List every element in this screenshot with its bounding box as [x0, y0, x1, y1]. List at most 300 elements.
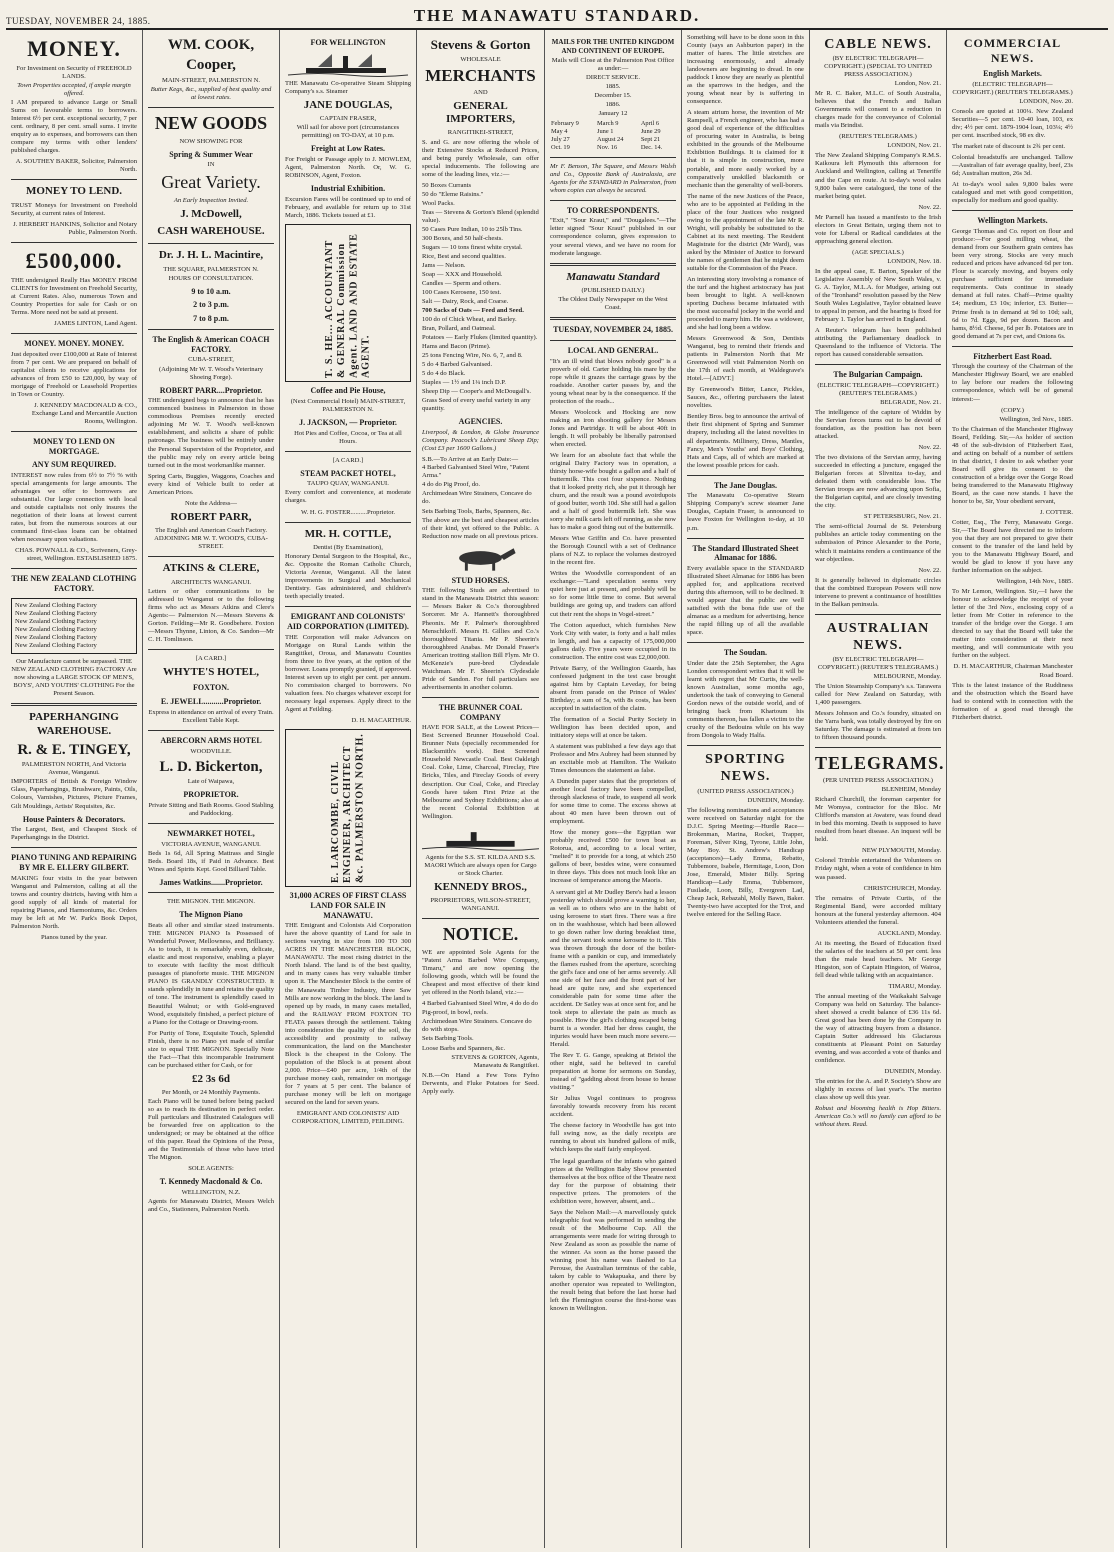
fitzherbert-letter: Cotter, Esq., The Ferry, Manawatu Gorge. Sir,—The Board have directed me to inform you that they are not prepared to give their consent to the transfer of the land held by you to the Manawatu Highway Board, and would be glad to know if you have any further information on the subject.	[952, 518, 1073, 575]
correspondents-title: TO CORRESPONDENTS.	[566, 205, 660, 215]
wellington-freight: Freight at Low Rates.	[310, 144, 386, 154]
tingey-title: R. & E. TINGEY,	[17, 742, 131, 759]
mail-dates1: December 15.	[594, 92, 632, 100]
list-item: Candles — Sperm and others.	[422, 280, 501, 287]
local-p: Sir Julius Vogel continues to progress favorably towards recovery from his recent accident.	[550, 1095, 676, 1119]
list-item: 50 do "Eleme Raisins."	[422, 190, 484, 198]
money3-title: MONEY. MONEY. MONEY.	[24, 338, 124, 348]
nz-row: New Zealand Clothing Factory	[15, 609, 97, 617]
list-item: 25 tons Fencing Wire, No. 6, 7, and 8.	[422, 352, 523, 360]
goods-title: NEW GOODS	[154, 112, 268, 133]
accountant-ad	[285, 224, 411, 382]
fitzherbert-place: Wellington, 3rd Nov., 1885.	[999, 415, 1073, 423]
accountant-ad-text: T. S. HE... ACCOUNTANT & GENERAL Commission Agent. LAND AND ESTATE AGENT.	[323, 233, 372, 378]
list-item: Salt — Dairy, Rock, and Coarse.	[422, 298, 509, 306]
agents-note: Agents for Manawatu District, Messrs Welch and Co., Stationers, Palmerston North.	[148, 1198, 274, 1214]
fitzherbert-title: Fitzherbert East Road.	[973, 351, 1052, 361]
newmarket-prop: James Watkins.......Proprietor.	[159, 877, 263, 887]
tingey-tail: The Largest, Best, and Cheapest Stock of Paperhangings in the District.	[11, 826, 137, 842]
list-item: Sets Barbing Tools.	[422, 1035, 474, 1043]
fitzherbert-letter: To the Chairman of the Manchester Highway Board, Feilding. Sir,—As holder of section 48 of the sub-division of Fitzherbert East, and acting on behalf of a number of settlers in that district, I desire to ask whether your Board will give its consent to the construction of a bridge over the Gorge Road being transferred to the Manawatu Highway Board, as the case now stands. I have the honor to be, Sir, Your obedient servant,	[952, 425, 1073, 505]
standard-date: TUESDAY, NOVEMBER 24, 1885.	[553, 325, 673, 335]
coach-prop: ROBERT PARR....Proprietor.	[159, 385, 263, 395]
table-row: February 9 March 9 April 6	[551, 120, 660, 128]
steam-prop: W. H. G. FOSTER..........Proprietor.	[300, 508, 396, 516]
list-item: Soap — XXX and Household.	[422, 270, 503, 278]
steam-card: [A CARD.]	[332, 456, 364, 464]
australian-sub: (BY ELECTRIC TELEGRAPH—COPYRIGHT.) (REUTER'S TELEGRAMS.)	[817, 655, 939, 671]
aber-late: Late of Waipawa,	[187, 777, 235, 785]
emigrant-sign: D. H. MACARTHUR.	[351, 716, 411, 724]
correspondents-body: "Exit," "Sour Kraut," and "Dougalees."—The letter signed "Sour Kraut" published in our correspondence column, gives expression to your several views, and we have no room for moderate language.	[550, 217, 676, 257]
masthead	[6, 6, 1108, 30]
nz-clothing-mid: Our Manufacture cannot be surpassed. THE NEW ZEALAND CLOTHING FACTORY Are now showing a LARGE STOCK OF MEN'S, BOYS', AND YOUTHS' CLOTHING For the Present Season.	[11, 658, 137, 698]
cable-place: Nov. 22.	[918, 203, 941, 211]
mignon-head: The Mignon Piano	[179, 910, 243, 920]
news-p: Messrs Greenwood & Son, Dentists Wanganui, beg to remind their friends and patients in Palmerston North that Mr Greenwood will visit Palmerston North on the 17th of each month, at Waldegrave's Hotel.—[ADVT.]	[687, 335, 804, 383]
mignon-term: Per Month, or 24 Monthly Payments.	[161, 1089, 261, 1097]
whyte-prop: E. JEWELL..........Proprietor.	[160, 697, 262, 707]
wellington-markets-body: George Thomas and Co. report on flour and produce:—For good milling wheat, the demand from our Southern grain centres has been very strong. Stocks are very much reduced and prices have advanced 6d per ton. Flour is scarcely moving, and buyers only purchase sufficient for immediate requirements. Oats continue in steady demand at full rates. Chaff—Prime quality £4; medium, £3 10s; inferior, £3. Butter—Prime fresh is in demand at 9d to 10d; salt, 6d to 7d. Eggs, 9d per dozen. Bacon and hams, 8½d. Cheese, 6d per lb. Potatoes are in good demand at 7s per cwt, and Onions 6s.	[952, 228, 1073, 340]
doctor-hours-title: HOURS OF CONSULTATION.	[168, 274, 254, 282]
sporting-title: SPORTING NEWS.	[705, 752, 786, 785]
bulgarian-p: The semi-official Journal de St. Petersburg publishes an article today commenting on the submission of Prince Alexander to the Porte, which it maintains renders a continuance of the war objectless.	[815, 523, 941, 563]
news-p: Bentley Bros. beg to announce the arrival of their first shipment of Spring and Summer drapery, including all the latest novelties in all departments. Millinery, Dress, Mantles, Fancy, Men's Youths' and Boys' Clothing, Hats and Caps, all of which are marked at the lowest possible prices for cash.	[687, 413, 804, 469]
local-p: Writes the Woodville correspondent of an exchange:—"Land speculation seems very quiet here just at present, and probably will be so for some little time to come. But several buildings are going up, and traders can afford cut their rent the shops in Vogel-street."	[550, 570, 676, 618]
wellington-sail: Will sail for above port (circumstances permitting) on TO-DAY, at 10 p.m.	[296, 124, 400, 140]
cable-p: A Reuter's telegram has been published attributing the Parliamentary deadlock in Queensland to the influence of Victoria. The report has caused considerable sensation.	[815, 327, 941, 359]
tingey-sub: PALMERSTON NORTH, And Victoria Avenue, Wanganui.	[21, 761, 127, 777]
local-p: Messrs Woolcock and Hocking are now making an iron shooting gallery for Messrs Jones and Partridge. It will be about 40ft in length. It will probably be liberally patronised when erected.	[550, 408, 676, 448]
cable-p: The New Zealand Shipping Company's R.M.S. Kaikoura left Plymouth this afternoon for Auckland and Wellington, calling at Teneriffe and the Cape en route. At to-day's wool sales 9,800 bales were catalogued, the tone of the market being quiet.	[815, 152, 941, 200]
list-item: 4 do do Pig Proof, do.	[422, 481, 481, 489]
notice-body: WE are appointed Sole Agents for the "Patent Arma Barbed Wire Company, Timaru," and are now opening the following goods, which will be found the Cheapest and most effective of their kind yet offered in the North Island, viz.:—	[422, 949, 539, 997]
local-p: A servant girl at Mr Dudley Bere's had a lesson yesterday which should prove a warning to her, as well as to others who are in the habit of using kerosene to start fires. There was a fire on in the washhouse, which had been allowed to go down rather low during breakfast time, and the servant took some kerosene to it. This was thrown through the door of the boiler-frame with a panikin or cup, and immediately the flames rushed from the aperture, scorching the girl's face and one of her arms severely. All one side of her face and the front part of her head are quite raw, and she experienced considerable pain for some time after the accident. Dr Satley was at once sent for, and he took steps to alleviate the pain as much as possible. How the girl's clothing escaped being burnt is a wonder. Had her dress caught, the injuries would have been much more severe.—Herald.	[550, 888, 676, 1049]
whyte-card: [A CARD.]	[195, 654, 227, 662]
newmarket-addr: VICTORIA AVENUE, WANGANUI.	[161, 840, 261, 848]
steam-body: Every comfort and convenience, at moderate charges.	[285, 489, 411, 505]
lend-ad-title: MONEY TO LEND.	[25, 185, 123, 198]
nz-row: New Zealand Clothing Factory	[15, 617, 97, 625]
sum-body: INTEREST now rules from 6½ to 7½ % with special arrangements for large amounts. The advantages we offer to borrowers are substantial. Our large connection with local and outside capitalists not only insures the negotiation of their loans at lowest current rates, but from the numerous sources at our command first-class loans can be obtained when necessary upon valuations.	[11, 472, 137, 544]
notice-title: NOTICE.	[442, 924, 519, 945]
goods-variety: Great Variety.	[161, 172, 261, 193]
emigrant-body: THE Corporation will make Advances on Mortgage on Rural Lands within the Rangitikei, Oroua, and Manawatu Counties from three to five years, at the option of the borrower. Loans promptly granted, if approved. Interest seven up to eight per cent. per annum. No commission charged to borrowers. No valuation fees. No charges whatever except for necessary legal expenses. Apply direct to the Agent at Feilding.	[285, 633, 411, 713]
doctor-name: Dr. J. H. L. Macintire,	[158, 249, 264, 262]
industrial-title: Industrial Exhibition.	[310, 184, 386, 194]
goods-sub: NOW SHOWING FOR	[179, 137, 243, 145]
telegrams-p: Colonel Trimble entertained the Volunteers on Friday night, when a vote of confidence in him was passed.	[815, 857, 941, 881]
stud-body: THE following Studs are advertised to stand in the Manawatu District this season:— Messrs Baker & Co.'s thoroughbred Sorcerer. Mr A. Hannett's thoroughbred Pheonix. Mr F. Palmer's thoroughbred Menschikoff. Messrs H. Gillies and Co.'s thoroughbred Titania. Mr P. Sheerin's thoroughbred Anabas. Mr Donald Fraser's American trotting stallion Bill Flym. Mr O. McKenzie's pure-bred Clydesdale Watchman. Mr F. Sheerin's Clydesdale Pride of Sandon. For full particulars see advertisements in another column.	[422, 587, 539, 691]
bulgarian-p: The two divisions of the Servian army, having succeeded in effecting a juncture, engaged the Bulgarian forces at Slivnitza to-day, and defeated them with considerable loss. The Servian troops are now advancing upon Sofia, the Bulgarian capital, and are closely investing the city.	[815, 454, 941, 510]
almanac-title: The Standard Illustrated Sheet Almanac for 1886.	[692, 543, 799, 563]
telegrams-place: AUCKLAND, Monday.	[877, 929, 941, 937]
masthead-date: TUESDAY, NOVEMBER 24, 1885.	[6, 16, 151, 26]
big-sum-title: £500,000.	[25, 247, 123, 273]
soudan-body: Under date the 25th September, the Agra London correspondent writes that it will be learnt with regret that Mr Curtis, the well-known Australian, some months ago, undertook the task of conveying to General Gordon news of the outside world, and of bringing back from Khartoum his comments thereon, has fallen a victim to the cruelty of the Bedouins while on his way from Dongola to Wady Halfa.	[687, 660, 804, 740]
fitzherbert-sign: D. H. MACARTHUR, Chairman Manchester Road Board.	[953, 663, 1073, 679]
list-item: 700 Sacks of Oats — Feed and Seed.	[422, 307, 524, 315]
mignon-title: THE MIGNON. THE MIGNON.	[167, 898, 255, 906]
coffee-body: Hot Pies and Coffee, Cocoa, or Tea at all Hours.	[294, 429, 402, 445]
news-p: By Greenwood's Bitter, Lance, Pickles, Sauces, &c., offering purchasers the latest novelties.	[687, 386, 804, 410]
bulgarian-place: Nov. 22.	[918, 566, 941, 574]
money-ad-title: MONEY.	[27, 36, 121, 61]
goods-name: J. McDowell,	[180, 208, 242, 221]
column-3	[280, 30, 417, 1548]
doctor-hour: 7 to 8 p.m.	[193, 314, 229, 324]
sporting-body: The following nominations and acceptances were received on Saturday night for the D.J.C. Spring Meeting:—Hurdle Race—Brokenman, Marina, Rocket, Trapper, Foreman, Silver King, Tyrone, Little John, May Boy. St. Andrew's Handicap (acceptances)—Lady Emma, Rebatto, Tubbemore, Isabele, Hermitage, Loon, Don Jose, Emerald, Mister Billy. Spring Handicap—Lady Emma, Tubbemore, Fusilade, Loon, Billy, Evergreen Lad, Cheap Jack, Rebazahl, Molly Bawn, Baker. Twenty-two have accepted for the Trot, and twelve entered for the Selling Race.	[687, 806, 804, 918]
reuter-label: (REUTER'S TELEGRAMS.)	[839, 133, 917, 141]
mignon-tail: Each Piano will be tuned before being packed so as to reach its destination in perfect order. Full particulars and Illustrated Catalogues will be forwarded free on application to the undersigned; or may be obtained at the office of this paper. Read the Opinions of the Press, and the Testimonials of those who have tried The Mignon.	[148, 1098, 274, 1162]
list-item: Sheep Dip — Cooper's and McDougall's.	[422, 388, 531, 396]
steam-addr: TAUPO QUAY, WANGANUI.	[307, 480, 389, 488]
sg-and: AND	[473, 88, 488, 96]
acres-body: THE Emigrant and Colonists Aid Corporation have the above quantity of Land for sale in sections varying in size from 100 TO 300 ACRES IN THE MANCHESTER BLOCK, MANAWATU. The most rising district in the North Island. The land is of the best quality, and in many cases has very valuable timber upon it. The Manchester Block is the centre of the Manawatu Timber Industry, three Saw Mills are now working in the block. The land is opened up by roads, in many cases metalled, and the RAILWAY FROM FOXTON TO FEATA passes through the settlement. Taking into consideration the quality of the soil, the accessibility and proximity to railway communication, the land on the Manchester Block is the cheapest in the Colony. The population of the Block is at present about 2,000. Price—£40 per acre, 1/4th of the purchase money cash, remainder on mortgage for 7 years at 5 per cent. The balance of purchase money will be left on mortgage secured on the land for seven years.	[285, 922, 411, 1106]
local-p: "It's an ill wind that blows nobody good" is a proverb of old. Carter holding his mare by the rope while it grazes the carriage grass by the roadside. Another carter passes by, and the young wheat near by is the consequence. If the protection of the roads...	[550, 357, 676, 405]
commercial-sub: English Markets.	[983, 69, 1042, 79]
aber-name: L. D. Bickerton,	[159, 758, 263, 775]
list-item: Sugars — 10 tons finest white crystal.	[422, 243, 523, 251]
coach-tail: The English and American Coach Factory. ADJOINING MR W. T. WOOD'S, CUBA-STREET.	[154, 527, 268, 551]
standard-title: Manawatu Standard	[566, 270, 660, 283]
commercial-sub2: (ELECTRIC TELEGRAPH—COPYRIGHT.) (REUTER'S TELEGRAMS.)	[952, 81, 1073, 97]
mail-year2: 1886.	[605, 101, 621, 109]
sg-list	[422, 182, 539, 414]
australian-p: Messrs Johnson and Co.'s foundry, situated on the Yarra bank, was totally destroyed by fire on Saturday. The damage is estimated at from ten to fifteen thousand pounds.	[815, 710, 941, 742]
bulgarian-title: The Bulgarian Campaign.	[833, 370, 923, 380]
lend-ad-body: TRUST Moneys for Investment on Freehold Security, at current rates of Interest.	[11, 201, 137, 217]
list-item: Bran, Pollard, and Oatmeal.	[422, 325, 496, 333]
sporting-sub: (UNITED PRESS ASSOCIATION.)	[697, 787, 794, 795]
mignon-body: Beats all other and similar sized instruments. THE MIGNON PIANO Is Possessed of Wonderful Power, Mellowness, and Brilliancy. As to touch, it is remarkably even, delicate, elastic and most responsive, enabling a player to execute with facility the most difficult passages of pianoforte music. THE MIGNON PIANO IS GRANDLY CONSTRUCTED. It stands splendidly in tune and retains the quality of tone. The instrument is splendidly cased in Beautiful Walnut; or with Gold-engraved Wood, exquisitely finished, a perfect picture of a Piano for the Cottage or Drawing-room.	[148, 922, 274, 1026]
list-item: 100 do of Chick Wheat, and Barley.	[422, 316, 517, 324]
telegrams-tail: Robust and blooming health is Hop Bitters. American Co.'s will no family can afford to be without them. Read.	[815, 1105, 941, 1129]
mail-dates2: January 12	[598, 110, 628, 118]
money-ad-subtitle: For Investment on Security of FREEHOLD LANDS.	[16, 64, 132, 80]
atkins-title: ATKINS & CLERE,	[162, 562, 260, 575]
commercial-title: COMMERCIAL NEWS.	[963, 36, 1062, 65]
mail-body: Mails will Close at the Palmerston Post Office as under:—	[551, 57, 675, 73]
local-p: The legal guardians of the infants who gained prizes at the Wellington Baby Show presented themselves at the box office of the Theatre next day for the purpose of obtaining their respective prizes. The promoters of the exhibition were, however, absent, and...	[550, 1157, 676, 1205]
commercial-p: Consols are quoted at 100¼. New Zealand Securities—5 per cent. 10-40 loan, 103, ex div; 4½ per cent. 1879-1904 loan, 103¼; 4½ per cent. inscribed stock, 98 ex div.	[952, 108, 1073, 140]
nz-row: New Zealand Clothing Factory	[15, 601, 97, 609]
wellington-ship: JANE DOUGLAS,	[303, 98, 393, 111]
australian-p: The Union Steamship Company's s.s. Tarawera called for New Zealand on Saturday, with 1,400 passengers.	[815, 682, 941, 707]
almanac-body: Every available space in the STANDARD Illustrated Sheet Almanac for 1886 has been applied for, and applications received during this afternoon, will to be declined. It would appear that the public are well satisfied with the bona fide use of the almanac as a medium for advertising, hence the rapid filling up of all the available space.	[687, 565, 804, 637]
table-row: May 4 June 1 June 29	[551, 128, 661, 136]
goods-ware: CASH WAREHOUSE.	[157, 224, 265, 237]
ship-icon	[422, 824, 539, 852]
telegrams-place: DUNEDIN, Monday.	[884, 1068, 941, 1076]
sg-intro: S. and G. are now offering the whole of their Extensive Stocks at Reduced Prices, and being purely Wholesale, can offer special inducements. The following are some of the leading lines, viz.:—	[422, 138, 539, 178]
money-ad-body: I AM prepared to advance Large or Small Sums on favourable terms to borrowers. Interest 6½ per cent. exceptional security, 7 per cent. ordinary, 8 per cent. small sums. I invite enquiry as to expenses, and borrowers can then compare my terms with other lenders' published charges.	[11, 98, 137, 155]
agencies-arrive: S.B.—To Arrive at an Early Date:—	[422, 456, 519, 464]
commercial-place: LONDON, Nov. 20.	[1019, 98, 1073, 106]
larcombe-ad	[285, 729, 411, 887]
column-6	[682, 30, 810, 1548]
cottle-title: MR. H. COTTLE,	[304, 527, 392, 540]
list-item: Sets Barbing Tools, Barbs, Spanners, &c.	[422, 507, 532, 515]
emigrant-title: EMIGRANT AND COLONISTS' AID CORPORATION (LIMITED).	[287, 612, 409, 631]
fitzherbert-sign: J. COTTER.	[1039, 508, 1073, 516]
newmarket-title: NEWMARKET HOTEL,	[167, 828, 255, 838]
mail-via: DIRECT SERVICE.	[586, 74, 640, 82]
whyte-title: WHYTE'S HOTEL,	[163, 665, 259, 678]
sg-sub: WHOLESALE	[460, 55, 501, 63]
cable-place: London, Nov. 21.	[894, 80, 941, 88]
nz-clothing-box	[11, 598, 137, 654]
cable-place: LONDON, Nov. 18.	[887, 257, 941, 265]
commercial-p: The market rate of discount is 2¾ per cent.	[952, 143, 1066, 151]
wellington-ad-title: FOR WELLINGTON	[310, 38, 386, 47]
local-p: Messrs Wise Griffin and Co. have presented the Borough Council with a set of Ordinance plans of N.Z. to replace the volumes destroyed in the recent fire.	[550, 535, 676, 567]
nz-row: New Zealand Clothing Factory	[15, 634, 97, 642]
tingey-body: IMPORTERS of British & Foreign Window Glass, Paperhangings, Brushware, Paints, Oils, Colours, Varnishes, Pictures, Picture Frames, Gilt Mouldings, Artists' Requisites, &c.	[11, 778, 137, 810]
notice-nb: N.B.—On Hand a Few Tons Fyfno Derwents, and Fluke Potatoes for Seed. Apply early.	[422, 1071, 539, 1095]
atkins-sub: ARCHITECTS WANGANUI.	[170, 578, 252, 586]
cottle-sub: Dentist (By Examination),	[313, 543, 383, 551]
jane-title: The Jane Douglas.	[714, 480, 777, 490]
nz-clothing-title: THE NEW ZEALAND CLOTHING FACTORY.	[11, 574, 137, 594]
local-p: Private Barry, of the Wellington Guards, has confessed judgment in the test case brought against him by Captain Leveday, for being absent from parade on the Prince of Wales' Birthday; a sum of 5s, with 8s costs, has been accepted in satisfaction of the claim.	[550, 664, 676, 712]
column-2	[143, 30, 280, 1548]
goods-in: IN	[207, 161, 215, 169]
telegrams-p: The entries for the A. and P. Society's Show are slightly in excess of last year's. The merino class show up well this year.	[815, 1078, 941, 1102]
list-item: Staples — 1½ and 1¼ inch D.P.	[422, 379, 506, 387]
soudan-title: The Soudan.	[723, 648, 768, 658]
bulgarian-p: The intelligence of the capture of Widdin by the Servian forces turns out to be devoid of foundation, as the position has not been attacked.	[815, 409, 941, 441]
acres-agent: EMIGRANT AND COLONISTS' AID CORPORATION, LIMITED, FEILDING.	[292, 1109, 404, 1125]
piano-tail: Pianos tuned by the year.	[40, 934, 108, 942]
ship-icon	[285, 50, 411, 78]
list-item: 100 Cases Kerosene, 150 test.	[422, 289, 502, 297]
age-label: (AGE SPECIALS.)	[852, 248, 904, 256]
lend-ad-sign: J. HERBERT HANKINS, Solicitor and Notary Public, Palmerston North.	[13, 220, 137, 236]
coffee-title: Coffee and Pie House,	[310, 386, 386, 395]
local-p: We learn for an absolute fact that while the original Dairy Factory was in operation, a thirsty horse-wife bought a gallon and a half of buttermilk. This cost four sixpence. Nothing that it looked pretty rich, she put it through her churn, and the result was a pound avoirdupois of good butter, worth 10d. She still had a gallon and a half of good buttermilk left. She was sorry she milk carts left off running, as she now has to make a good thing out of the buttermilk.	[550, 451, 676, 532]
brunner-body: HAVE FOR SALE, at the Lowest Prices—Best Screened Brunner Household Coal. Brunner Nuts (specially recommended for Blacksmith's work). Best Screened Household Newcastle Coal. Best Oakleigh Coal. Coke, Lime, Charcoal, Fireclay, Fire Bricks, Tiles, and Fireclay Goods of every description. Our Coal, Coke, and Fireclay Goods have taken First Prize at the Melbourne and Sydney Exhibitions; also at the recent Colonial Exhibition at Wellington.	[422, 724, 539, 820]
coach-items: Spring Carts, Buggies, Waggons, Coaches and every kind of Vehicle built to order at American Prices.	[148, 472, 274, 496]
list-item: Grass Seed of every useful variety in any quantity.	[422, 397, 531, 413]
sporting-place: DUNEDIN, Monday.	[747, 796, 804, 804]
list-item: 5 do 4 Barbed Galvanised.	[422, 361, 493, 369]
horse-icon	[422, 544, 539, 572]
doctor-hour: 9 to 10 a.m.	[191, 286, 231, 296]
goods-invite: An Early Inspection Invited.	[173, 197, 249, 205]
list-item: Rice, Best and second qualities.	[422, 252, 506, 260]
cable-sub: (BY ELECTRIC TELEGRAPH—COPYRIGHT.) (SPECIAL TO UNITED PRESS ASSOCIATION.)	[824, 55, 932, 79]
standard-tag: The Oldest Daily Newspaper on the West Coast.	[558, 296, 668, 312]
bulgarian-place: Nov. 22.	[918, 444, 941, 452]
cable-p: Mr R. C. Baker, M.L.C. of South Australia, believes that the French and Italian Governments will consent to a reduction in charges made for the conveyance of Colonial mails via Brindisi.	[815, 90, 941, 130]
coffee-addr: (Next Commercial Hotel) MAIN-STREET, PALMERSTON N.	[290, 397, 406, 413]
local-p: The cheese factory in Woodville has got into full swing now, as the daily receipts are running to about six hundred gallons of milk, which keeps the staff fairly employed.	[550, 1122, 676, 1154]
mail-year1: 1885.	[605, 83, 621, 91]
masthead-title: THE MANAWATU STANDARD.	[413, 6, 701, 25]
table-row: Oct. 19 Nov. 16 Dec. 14.	[551, 143, 663, 151]
fitzherbert-copy: (COPY.)	[1001, 406, 1024, 414]
piano-title: PIANO TUNING AND REPAIRING BY MR E. ELLERY GILBERT.	[11, 853, 137, 873]
telegrams-title: TELEGRAMS.	[815, 753, 945, 774]
fitzherbert-letter: To Mr Lemon, Wellington. Sir,—I have the honour to acknowledge the receipt of your letter of the 3rd Nov., enclosing copy of a letter from Mr Cotter in reference to the transfer of the bridge over the Gorge. I am directed to say that the Board will take the matter into consideration at their next meeting, and will communicate with you further on the subject.	[952, 588, 1073, 660]
cook-sub: Cooper,	[186, 57, 236, 74]
list-item: 50 Cases Pure Indian, 10 to 25lb Tins.	[422, 225, 523, 233]
aber-place: WOODVILLE.	[190, 747, 232, 755]
mignon-price-text: For Purity of Tone, Exquisite Touch, Splendid Finish, there is no Piano yet made of similar size to equal THE MIGNON. Specially Note the Fact—That this incomparable Instrument can be purchased either for Cash, or for	[148, 1029, 274, 1069]
sum-sign: CHAS. POWNALL & CO., Scriveners, Grey-street, Wellington. ESTABLISHED 1875.	[15, 547, 137, 563]
local-p: A statement was published a few days ago that Professor and Mrs Aubrey had been stunned by an excitable mob at Hamilton. The Waikato Times denounces the statement as false.	[550, 742, 676, 775]
sg-title: Stevens & Gorton	[430, 37, 531, 52]
bulgarian-sub: (ELECTRIC TELEGRAPH—COPYRIGHT.) (REUTER'S TELEGRAMS.)	[817, 381, 939, 397]
paper-title: PAPERHANGING WAREHOUSE.	[29, 711, 119, 737]
telegrams-p: Richard Churchill, the foreman carpenter for Mr Womyss, contractor for the Bloc. Mr Clifford's mansion at Awatere, was found dead in bed this morning. Death is supposed to have resulted from heart disease. An inquest will be held.	[815, 796, 941, 844]
list-item: Pig-proof, in bowl, reels.	[422, 1009, 488, 1017]
list-item: 4 Barbed Galvanised Steel Wire, "Patent Arma."	[422, 464, 530, 480]
sg-merchants: MERCHANTS	[425, 65, 536, 85]
money3-sign: J. KENNEDY MACDONALD & CO., Exchange Land and Mercantile Auction Rooms, Wellington.	[31, 401, 137, 425]
doctor-addr: THE SQUARE, PALMERSTON N.	[163, 265, 259, 273]
notice-sign: STEVENS & GORTON, Agents, Manawatu & Rangitikei.	[451, 1053, 539, 1069]
wellington-ad-body: THE Manawatu Co-operative Steam Shipping Company's s.s. Steamer	[285, 79, 411, 95]
column-5	[545, 30, 682, 1548]
list-item: Archimedean Wire Strainers. Concave do do with stops.	[422, 1018, 532, 1034]
larcombe-ad-text: E. LARCOMBE, CIVIL ENGINEER, ARCHITECT &c. PALMERSTON NORTH.	[329, 733, 366, 883]
aber-prop: PROPRIETOR.	[183, 789, 239, 799]
money3-body: Just deposited over £100,000 at Rate of Interest from 7 per cent. We are prepared on behalf of capitalist clients to receive applications for advances of from £50 to £20,000, by way of mortgage of Freehold or Leasehold Properties in Town or Country.	[11, 350, 137, 398]
nz-row: New Zealand Clothing Factory	[15, 642, 97, 650]
list-item: 5 do 4 do Black.	[422, 370, 466, 378]
tingey-head: House Painters & Decorators.	[22, 814, 126, 824]
australian-title: AUSTRALIAN NEWS.	[826, 620, 930, 653]
piano-body: MAKING four visits in the year between Wanganui and Palmerston, calling at all the towns and country districts, having with him a good supply of all kinds of material for repairing Pianos, and Harmoniums, &c. Orders may be left at Mr W. Park's Book Depot, Palmerston North.	[11, 874, 137, 931]
newmarket-body: Beds 1s 6d, All Spring Mattrass and Single Beds. Board 18s, if Paid in Advance. Best Wines and Spirits Kept. Good Billiard Table.	[148, 849, 274, 873]
coach-name2: ROBERT PARR,	[170, 510, 252, 523]
doctor-hour: 2 to 3 p.m.	[193, 300, 229, 310]
australian-place: MELBOURNE, Monday.	[873, 672, 941, 680]
news-p: Something will have to be done soon in this County (says an Ashburton paper) in the matter of hares. The little stretches are increasing enormously, and already landowners are beginning to dread. In one paddock I know they are nearly as plentiful as the sparrows in the hedges, and the young wheat near by is suffering in consequence.	[687, 34, 804, 106]
steam-title: STEAM PACKET HOTEL,	[300, 468, 396, 478]
agencies-tail: The above are the best and cheapest articles of their kind, yet offered to the Public. A Reduction now made on all previous prices.	[422, 516, 539, 540]
brunner-ships: Agents for the S.S. ST. KILDA AND S.S. MAORI Which are always open for Cargo or Stock Charter.	[424, 853, 537, 877]
standard-sub: (PUBLISHED DAILY.)	[581, 286, 645, 294]
coach-body: THE undersigned begs to announce that he has commenced business in Palmerston in those commodious Premises recently erected adjoining Mr W. T. Wood's well-known establishment, and solicits a share of public patronage. The business will be entirely under the Personal Supervision of the Proprietor, and the public may rely on every article being turned out in the most workmanlike manner.	[148, 397, 274, 469]
local-p: Says the Nelson Mail:—A marvellously quick telegraphic feat was performed in sending the result of the Melbourne Cup. All the arrangements were made for wiring through to New Zealand as soon as possible the name of the winner. As soon as the horse passed the winning post his name was flashed to La Perouse, the Australian terminus of the cable, taken by cable to Wakapuaka, and there by another operator was repeated to Wellington, the result being that before the last horse had left the Flemington course the first-horse was known in Wellington.	[550, 1208, 676, 1313]
stud-title: STUD HORSES.	[451, 575, 510, 585]
money-ad-note: Town Properties accepted, if ample margin offered.	[17, 81, 131, 97]
list-item: Loose Barbs and Spanners, &c.	[422, 1044, 506, 1052]
aber-body: Private Sitting and Bath Rooms. Good Stabling and Paddocking.	[148, 801, 274, 817]
local-p: The formation of a Social Purity Society in Wellington has been decided upon, and initiatory steps will at once be taken.	[550, 715, 676, 739]
whyte-place: FOXTON.	[192, 683, 230, 693]
column-8	[947, 30, 1078, 1548]
fitzherbert-body: Through the courtesy of the Chairman of the Manchester Highway Board, we are enabled to lay before our readers the following correspondence, which will be of general interest:—	[952, 363, 1073, 403]
news-p: A steam atrium horse, the invention of Mr Rampsell, a French engineer, who has had a good deal of experience of the difficulties of procuring water in Australia, is being exhibited in the grounds of the Melbourne Exhibition Buildings. It is claimed for it that it is simple in construction, more portable, and more easily worked by a comparatively unskilled blacksmith or mechanic than the generality of well-borers.	[687, 109, 804, 189]
telegrams-place: CHRISTCHURCH, Monday.	[863, 884, 941, 892]
cable-p: In the appeal case, E. Barton, Speaker of the Legislative Assembly of New South Wales, v. G. A. Taylor, M.L.A. for Mudgee, arising out of the "Ironhand" resolution passed by the New South Wales Legislative, Taylor obtained leave to appeal in person, and the hearing is fixed for February 1. Taylor has arrived in England.	[815, 267, 941, 324]
list-item: Potatoes — Early Flukes (limited quantity).	[422, 334, 538, 342]
local-p: The Cotton aqueduct, which furnishes New York City with water, is forty and a half miles in length, and has a capacity of 175,000,000 gallons daily. Five years were occupied in its construction. The entire cost was £2,000,000.	[550, 621, 676, 661]
commercial-p: At to-day's wool sales 9,800 bales were catalogued and met with good competition, especially for medium and good quality.	[952, 181, 1073, 205]
list-item: 4 Barbed Galvanised Steel Wire, 4 do do do	[422, 1000, 538, 1008]
agents-name: T. Kennedy Macdonald & Co.	[159, 1177, 263, 1187]
sg-addr: RANGITIKEI-STREET,	[447, 129, 514, 137]
agencies-body: Liverpool, & London, & Globe Insurance Company. Peacock's Lubricant Sheep Dip; (Cost £3 per 1600 Gallons.)	[422, 429, 539, 453]
wellington-apply: For Freight or Passage apply to J. MOWLEM, Agent, Palmerston North. Or, W. G. ROBINSON, Agent, Foxton.	[285, 156, 411, 180]
bulgarian-place: ST PETERSBURG, Nov. 21.	[863, 513, 941, 521]
list-item: Archimedean Wire Strainers, Concave do do.	[422, 490, 532, 506]
coffee-prop: J. JACKSON, — Proprietor.	[299, 417, 397, 427]
bulgarian-place: BELGRADE, Nov. 21.	[880, 398, 941, 406]
nz-row: New Zealand Clothing Factory	[15, 626, 97, 633]
mail-agent: Mr F. Benson, The Square, and Messrs Walsh and Co., Opposite Bank of Australasia, are Agents for the STANDARD in Palmerston, from whom copies can always be secured.	[550, 162, 676, 194]
whyte-body: Express in attendance on arrival of every Train. Excellent Table Kept.	[148, 708, 274, 724]
local-title: LOCAL AND GENERAL.	[567, 345, 659, 355]
agents-title: SOLE AGENTS:	[188, 1165, 234, 1173]
news-p: An interesting story involving a romance of the turf and the highest aristocracy has just been brought to light. A well-known sporting Duchess became infatuated with the most successful jockey in the world and proceeded to marry him. He was a widower, and she had long been a widow.	[687, 275, 804, 332]
column-4	[417, 30, 545, 1548]
telegrams-place: BLENHEIM, Monday	[881, 786, 941, 794]
cook-title: WM. COOK,	[167, 37, 255, 53]
table-row: July 27 August 24 Sept 21	[551, 135, 661, 143]
bulgarian-p: It is generally believed in diplomatic circles that the combined European Powers will now intervene to prevent a continuance of hostilities in the Balkan peninsula.	[815, 576, 941, 608]
commercial-p: Colonial breadstuffs are unchanged. Tallow—Australian of fair average quality, beef, 23s 6d; Australian mutton, 26s 3d.	[952, 154, 1073, 178]
cable-place: LONDON, Nov. 21.	[887, 142, 941, 150]
telegrams-p: The remains of Private Curtis, of the Regimental Band, were accorded military honours at the funeral yesterday afternoon. 404 Volunteers attended the funeral.	[815, 894, 941, 926]
cook-body: Butter Kegs, &c., supplied of best quality and at lowest rates.	[150, 85, 272, 101]
mortgage-title: MONEY TO LEND ON MORTGAGE.	[33, 436, 115, 456]
telegrams-place: NEW PLYMOUTH, Monday.	[861, 847, 941, 855]
telegrams-p: The annual meeting of the Waikakahi Salvage Company was held on Saturday. The balance-sheet showed a credit balance of £36 11s 6d. Great good has been done by the Company in the way of attracting buyers from a distance. Captain Sutter addressed his Glaciarous constituents at Pleasant Point on Saturday evening, and was accorded a vote of thanks and confidence.	[815, 992, 941, 1065]
mail-title: MAILS FOR THE UNITED KINGDOM AND CONTINENT OF EUROPE.	[551, 38, 675, 55]
big-sum-sign: JAMES LINTON, Land Agent.	[54, 319, 137, 327]
list-item: Wool Packs.	[422, 199, 455, 207]
telegrams-sub: (PER UNITED PRESS ASSOCIATION.)	[823, 777, 933, 785]
money-ad-sign: A. SOUTHEY BAKER, Solicitor, Palmerston North.	[15, 158, 137, 174]
kennedy-title: KENNEDY BROS.,	[434, 880, 527, 893]
fitzherbert-tail: This is the latest instance of the Ruddiness and the obstruction which the Board have had to contend with in connection with the formation of a good road through the Fitzherbert district.	[952, 681, 1073, 721]
list-item: Hams and Bacon (Prime).	[422, 343, 491, 351]
coach-addr: CUBA-STREET,	[188, 356, 234, 364]
coach-title: The English & American COACH FACTORY.	[152, 334, 270, 354]
wellington-markets-title: Wellington Markets.	[977, 216, 1048, 226]
coach-note: Note the Address—	[184, 499, 237, 507]
list-item: Teas — Stevens & Gorton's Blend (splendid value).	[422, 208, 539, 224]
mignon-price: £2 3s 6d	[192, 1072, 230, 1085]
cook-addr: MAIN-STREET, PALMERSTON N.	[161, 76, 261, 84]
cottle-body: Honorary Dental Surgeon to the Hospital, &c., &c. Opposite the Roman Catholic Church, Victoria Avenue, Wanganui. All the latest improvements in Surgical and Mechanical Dentistry. Gas administered, and children's teeth specially treated.	[285, 552, 411, 601]
jane-body: The Manawatu Co-operative Steam Shipping Company's screw steamer Jane Douglas, Captain Fraser, is announced to leave Foxton for Wellington to-day, at 10 p.m.	[687, 492, 804, 532]
local-p: The Rev T. G. Gange, speaking at Bristol the other night, said he believed in careful preparation at home for sermons on Sunday, instead of "gadding about from house to house visiting."	[550, 1052, 676, 1092]
wellington-capt: CAPTAIN FRASER,	[319, 115, 377, 123]
sg-general: GENERAL IMPORTERS,	[446, 99, 515, 126]
list-item: Jams — Nelson.	[422, 261, 466, 269]
news-p: The name of the new Justices of the Peace, who are to be appointed at Feilding in the place of the four Justices who resigned owing to the appointment of the late Mr R. Wright, will probably be substituted to the Cabinet at its next meeting. The Resident Magistrate for the district (Mr Ward), was asked by the Minister of Justice to forward the names of gentlemen that he might deem suitable for the Commission of the Peace.	[687, 192, 804, 272]
brunner-title: THE BRUNNER COAL COMPANY	[438, 702, 523, 722]
cable-title: CABLE NEWS.	[824, 37, 932, 52]
cable-p: Mr Parnell has issued a manifesto to the Irish electors in Great Britain, urging them not to vote for Liberal or Radical candidates at the approaching general election.	[815, 213, 941, 245]
atkins-body: Letters or other communications to be addressed to Wanganui or to the following firms who act as Messrs Atkins and Clere's Agents:— Palmerston N.—Messrs Stevens & Gorton. Feilding—Mr R. Goodbehere. Foxton—Messrs Thynne, Linton, & Co. Sandon—Mr C. H. Tomlinson.	[148, 587, 274, 643]
goods-season: Spring & Summer Wear	[169, 149, 253, 159]
agencies-title: AGENCIES.	[458, 417, 503, 427]
big-sum-body: THE undersigned Really Has MONEY FROM CLIENTS for Investment on Freehold Security, at Current Rates. Also, numerous Town and Country Properties for sale for Cash or on Terms. More need not be said at present.	[11, 276, 137, 316]
coach-adj: (Adjoining Mr W. T. Wood's Veterinary Shoeing Forge).	[158, 365, 263, 381]
local-p: How the money goes—the Egyptian war probably received £500 for town boat as Rotorua, and, according to a local writer, "melted" it to provide for a tong, at which 250 gallons of beer, besides wine, were consumed in three days. This does not much look like an increase of temperance among the Maoris.	[550, 829, 676, 885]
local-p: A Dunedin paper states that the proprietors of another local factory have been compelled, through slackness of trade, to suspend all work for some time to come. The excess shows at about 40 men have been thrown out of employment.	[550, 778, 676, 826]
list-item: 300 Boxes, and 50 half-chests.	[422, 234, 503, 242]
industrial-body: Excursion Fares will be continued up to end of February, and available for return up to 31st March, 1886. Tickets issued at £1.	[285, 195, 411, 219]
mail-table	[550, 120, 676, 151]
